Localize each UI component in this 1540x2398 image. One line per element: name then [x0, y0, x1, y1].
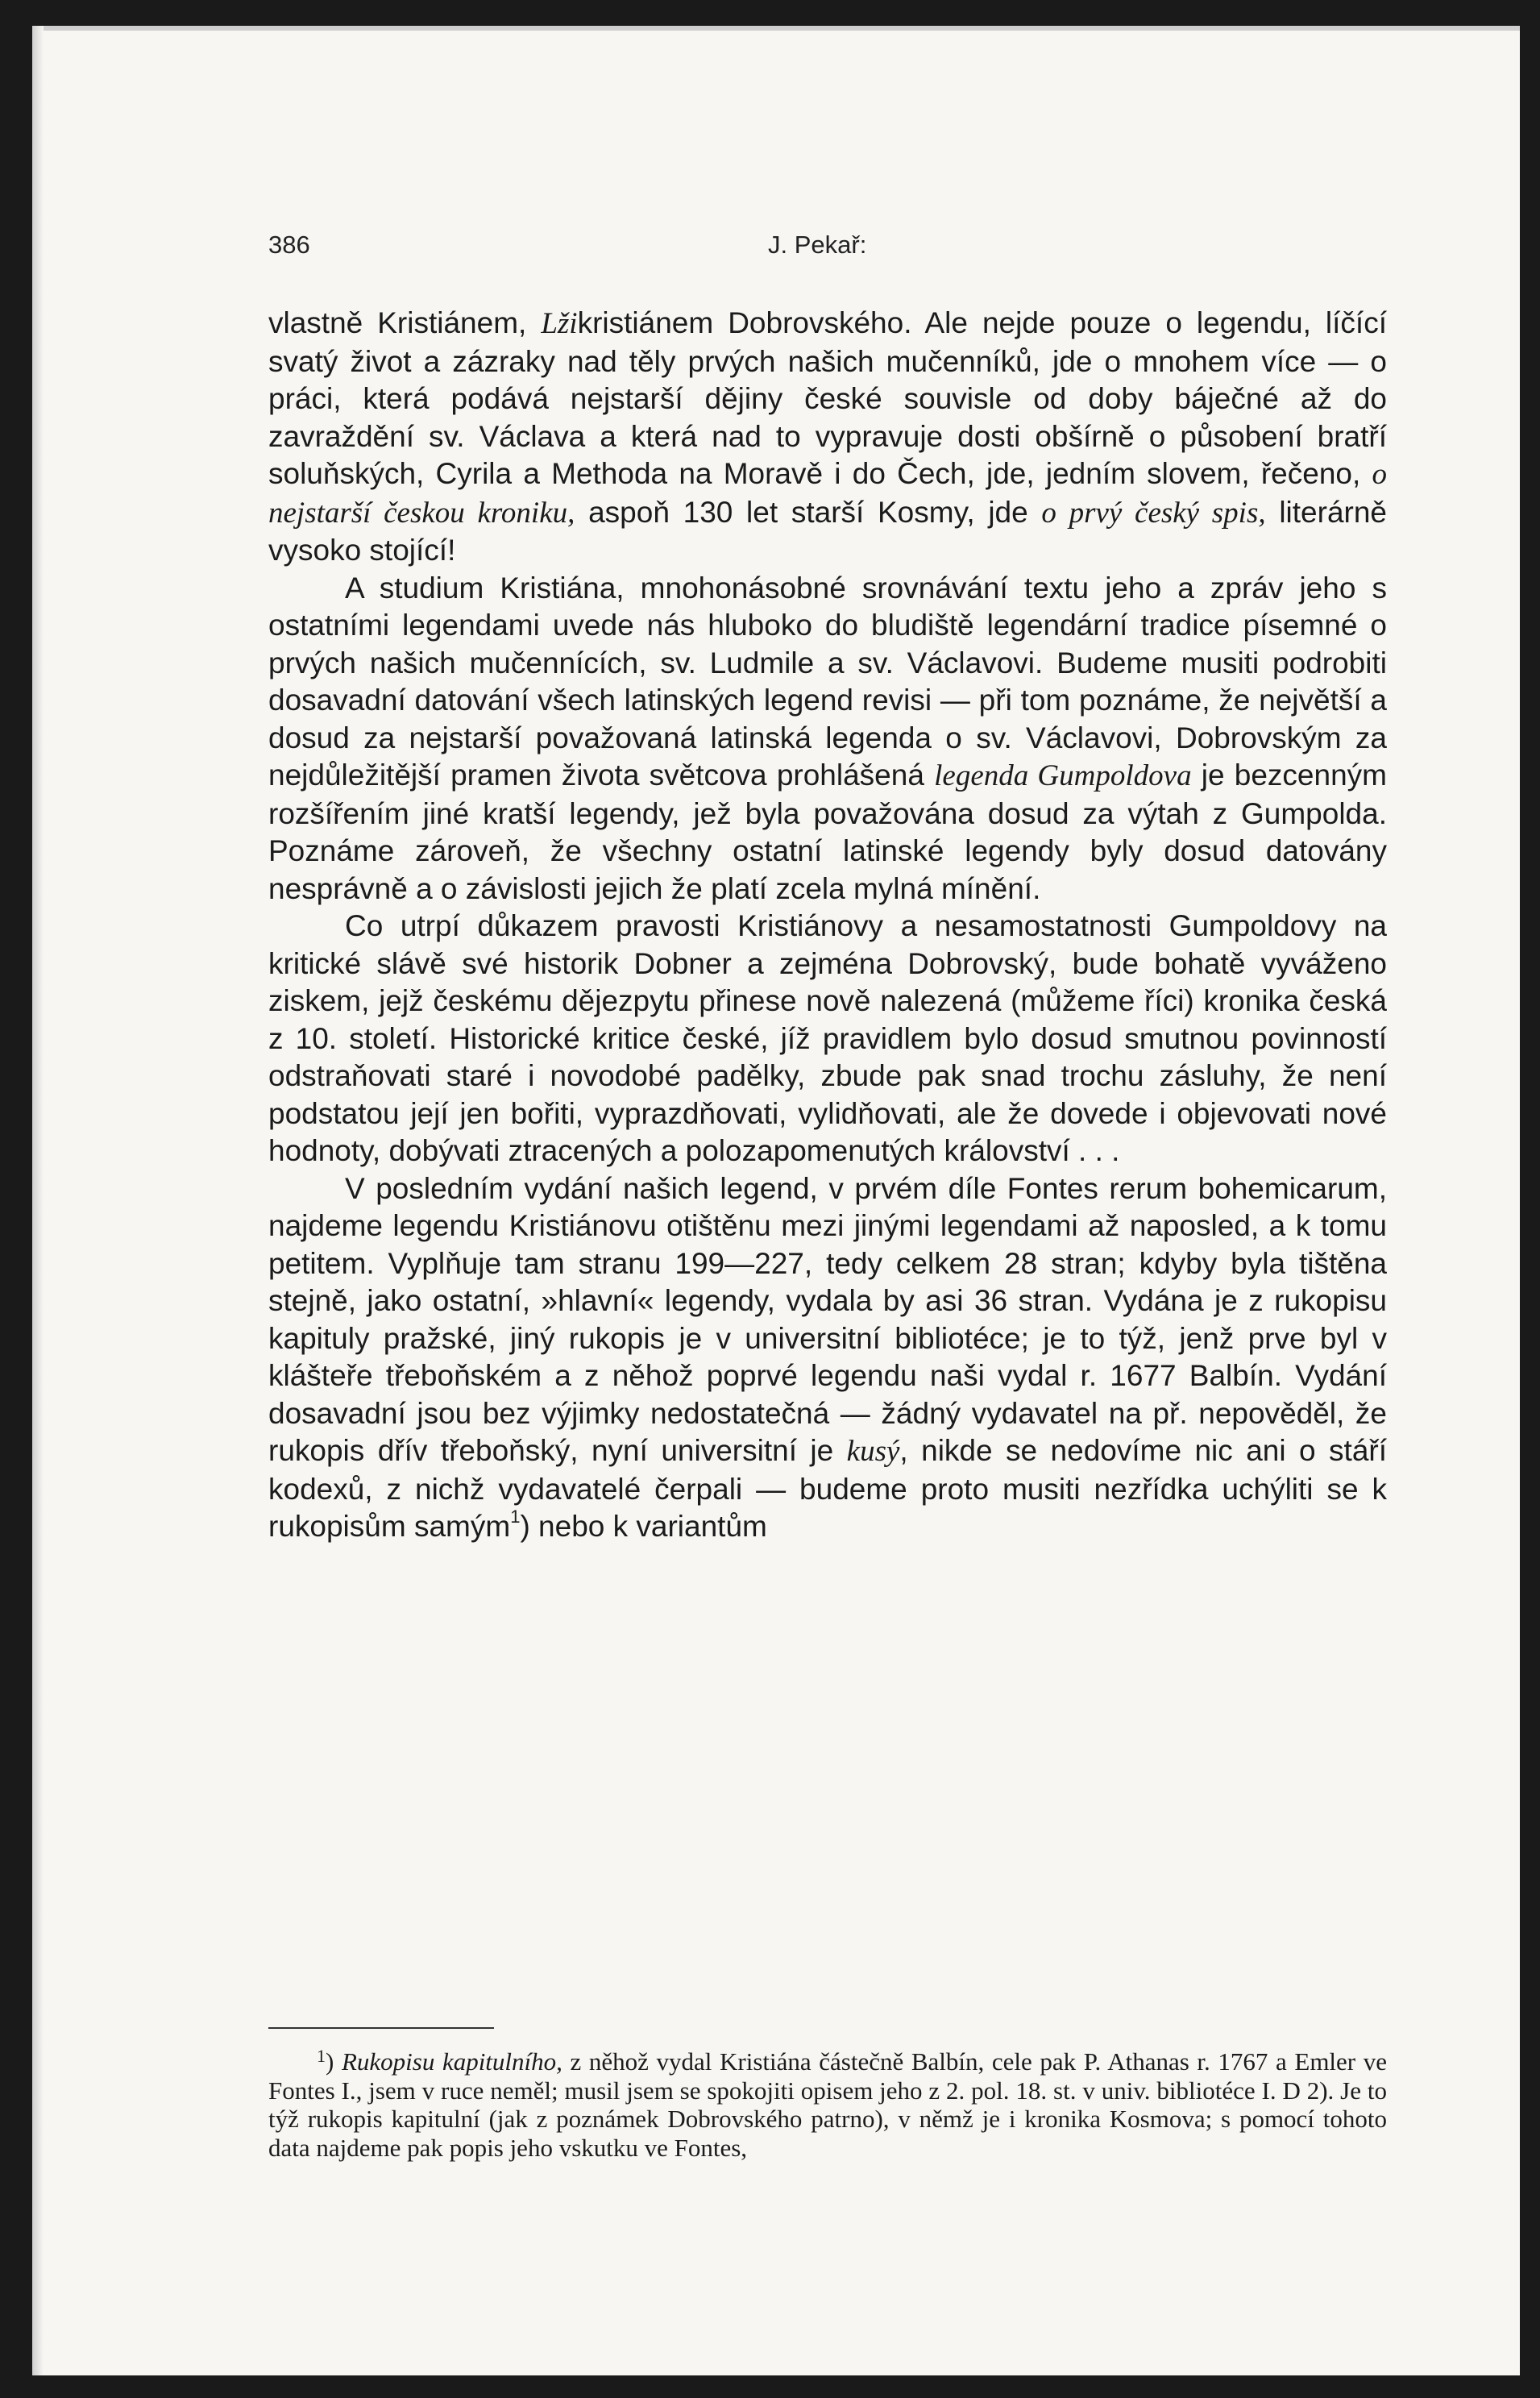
text-span: A studium Kristiána, mnohonásobné srovnávání textu jeho a zpráv jeho s ostatními legendami uvede nás hluboko do bludiště legendární tradice písemné o prvých našich mučennících, sv. Ludmile a sv. Václavovi. Budeme musiti podrobiti dosavadní datování všech latinských legend revisi — při tom poznáme, že největší a dosud za nejstarší považovaná latinská legenda o sv. Václavovi, Dobrovským za nejdůležitější pramen života světcova prohlášená: [268, 571, 1387, 792]
text-span: ) nebo k variantům: [520, 1510, 767, 1543]
text-span: legenda Gumpoldova: [934, 759, 1192, 792]
footnote-span: Rukopisu kapitulního,: [341, 2047, 562, 2076]
footnote: [268, 2047, 1387, 2162]
text-span: literárně vysoko stojící!: [268, 495, 1388, 567]
page-top-edge: [32, 26, 1520, 31]
text-span: 1: [510, 1507, 521, 1527]
text-span: o nejstarší českou kroniku,: [268, 458, 1387, 530]
main-text: [268, 305, 1387, 1546]
footnote-span: z něhož vydal Kristiána částečně Balbín, cele pak P. Athanas r. 1767 a Emler ve Fontes I., jsem v ruce neměl; musil jsem se spokojiti opisem jeho z 2. pol. 18. st. v univ. bibliotéce I. D 2). Je to týž rukopis kapitulní (jak z poznámek Dobrovského patrno), v němž je i kronika Kosmova; s pomocí tohoto data najdeme pak popis jeho vskutku ve Fontes,: [268, 2047, 1387, 2162]
text-span: aspoň 130 let starší Kosmy, jde: [575, 495, 1042, 529]
text-span: vlastně Kristiánem,: [268, 306, 542, 339]
text-span: , nikde se nedovíme nic ani o stáří kodexů, z nichž vydavatelé čerpali — budeme proto musiti nezřídka uchýliti se k rukopisům samým: [268, 1434, 1387, 1543]
paragraph-4: [268, 1170, 1387, 1546]
text-span: V posledním vydání našich legend, v prvém díle Fontes rerum bohemicarum, najdeme legendu Kristiánovu otištěnu mezi jinými legendami až naposled, a k tomu petitem. Vyplňuje tam stranu 199—227, tedy celkem 28 stran; kdyby byla tištěna stejně, jako ostatní, »hlavní« legendy, vydala by asi 36 stran. Vydána je z rukopisu kapituly pražské, jiný rukopis je v universitní bibliotéce; je to týž, jenž prve byl v klášteře třeboňském a z něhož poprvé legendu naši vydal r. 1677 Balbín. Vydání dosavadní jsou bez výjimky nedostatečná — žádný vydavatel na př. nepověděl, že rukopis dřív třeboňský, nyní universitní je: [268, 1171, 1387, 1467]
running-title: J. Pekař:: [768, 231, 867, 259]
text-span: Co utrpí důkazem pravosti Kristiánovy a nesamostatnosti Gumpoldovy na kritické slávě své historik Dobner a zejména Dobrovský, bude bohatě vyváženo ziskem, jejž českému dějezpytu přinese nově nalezená (můžeme říci) kronika česká z 10. století. Historické kritice české, jíž pravidlem bylo dosud smutnou povinností odstraňovati staré i novodobé padělky, zbude pak snad trochu zásluhy, že není podstatou její jen bořiti, vyprazdňovati, vylidňovati, ale že dovede i objevovati nové hodnoty, dobývati ztracených a polozapomenutých království . . .: [268, 909, 1387, 1167]
footnote-span: 1: [317, 2046, 326, 2066]
text-span: je bezcenným rozšířením jiné kratší legendy, jež byla považována dosud za výtah z Gumpolda. Poznáme zároveň, že všechny ostatní latinské legendy byly dosud datovány nesprávně a o závislosti jejich že platí zcela mylná mínění.: [268, 758, 1387, 905]
text-span: kusý: [846, 1435, 900, 1468]
text-span: Lži: [541, 307, 578, 340]
paragraph-2: [268, 570, 1387, 908]
footnote-rule: [268, 2027, 494, 2029]
footnote-span: ): [326, 2047, 342, 2076]
text-span: kristiánem Dobrovského. Ale nejde pouze o legendu, líčící svatý život a zázraky nad těly prvých našich mučenníků, jde o mnohem více — o práci, která podává nejstarší dějiny české souvisle od doby báječné až do zavraždění sv. Václava a která nad to vypravuje dosti obšírně o působení bratří soluňských, Cyrila a Methoda na Moravě i do Čech, jde, jedním slovem, řečeno,: [268, 306, 1387, 490]
text-span: o prvý český spis,: [1041, 496, 1266, 530]
paragraph-1: [268, 305, 1387, 570]
paragraph-3: [268, 908, 1387, 1170]
page-left-edge: [32, 26, 44, 2375]
footnote-text: [268, 2047, 1387, 2162]
page-number: 386: [268, 231, 310, 259]
page-header: [268, 231, 1387, 263]
